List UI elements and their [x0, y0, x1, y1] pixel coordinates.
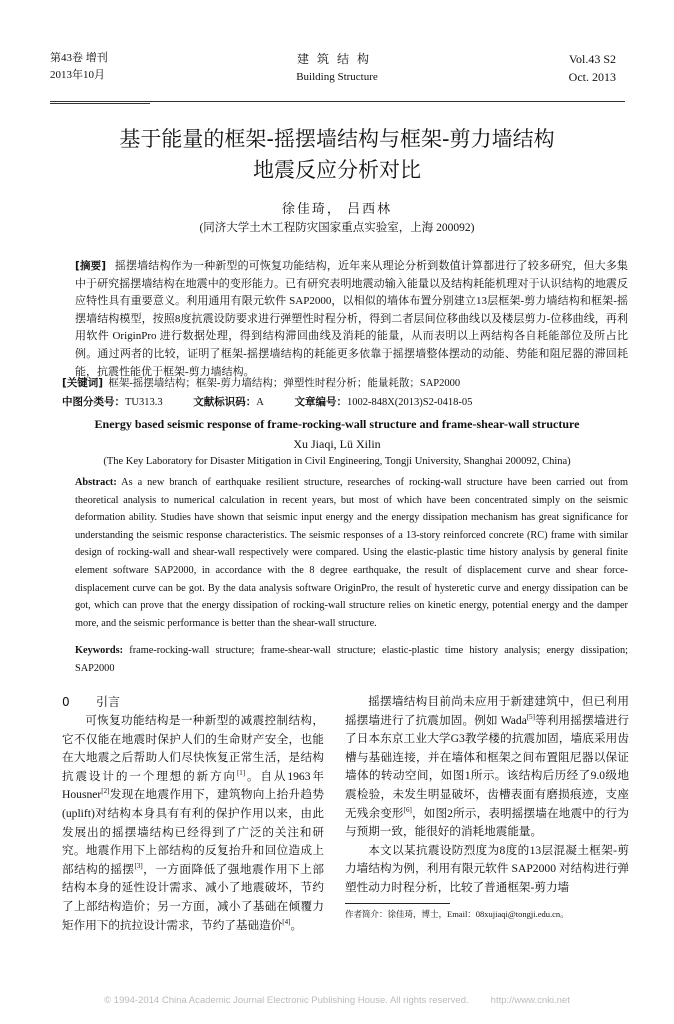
- article-no-label: 文章编号：: [294, 396, 347, 408]
- footer-url[interactable]: http://www.cnki.net: [490, 995, 570, 1006]
- text: 可恢复功能结构是一种新型的减震控制结构，它不仅能在地震时保护人们的生命财产安全，也能在大地震之后帮助人们尽快恢复正常生活，是结构抗震设计的一个理想的新方向: [62, 714, 324, 783]
- body-column-left: [62, 712, 324, 935]
- copyright-text: © 1994-2014 China Academic Journal Electronic Publishing House. All rights reserved.: [104, 995, 469, 1006]
- doc-code-label: 文献标识码：: [193, 396, 257, 408]
- abstract-cn-text: 摇摆墙结构作为一种新型的可恢复功能结构，近年来从理论分析到数值计算都进行了较多研究，但大多集中于研究摇摆墙结构在地震中的变形能力。已有研究表明地震动输入能量以及结构耗能机理对于认识结构的地震反应特性具有重要意义。利用通用有限元软件 SAP2000，以相似的墙体布置分别建立13层框架-剪力墙结构和框架-摇摆墙结构模型，按照8度抗震设防要求进行弹塑性时程分析，得到二者层间位移曲线以及楼层剪力-位移曲线，再利用软件 OriginPro 进行数据处理，得到结构滞回曲线及消耗的能量，从而表明以上两结构各自耗能部位及所占比例。通过两者的比较，证明了框架-摇摆墙结构的耗能更多依靠于摇摆墙整体摆动的动能、势能和阻尼器的滞回耗能，抗震性能优于框架-剪力墙结构。: [75, 260, 628, 378]
- paragraph: [62, 712, 324, 935]
- copyright-footer: [0, 995, 674, 1006]
- abstract-en-text: As a new branch of earthquake resilient structure, researches of rocking-wall structure have been carried out from theoretical analysis to numerical calculation in recent years, but most of which have been concentrated simply on the seismic deformation ability. Studies have shown that seismic input energy and the energy dissipation mechanism has great significance for understanding the seismic response characteristics. The seismic responses of a 13-story reinforced concrete (RC) frame with similar design of rocking-wall and shear-wall respectively were compared. Using the elastic-plastic time history analysis by general finite element software SAP2000, in accordance with the 8 degree earthquake, the result of displacement curve and shear force-displacement curve can be got. By the data analysis software OriginPro, the result of hysteretic curve and energy dissipation can be got, which can prove that the energy dissipation of rocking-wall structure relies on kinetic energy, potential energy and the damper more, and the seismic performance is better than the shear-wall structure.: [75, 477, 628, 629]
- keywords-cn-label: [关键词]: [62, 377, 104, 389]
- clc-label: 中图分类号：: [62, 396, 125, 408]
- citation: [2]: [101, 787, 110, 796]
- keywords-en: [75, 642, 628, 677]
- abstract-cn: [75, 258, 628, 381]
- affiliation-cn: (同济大学土木工程防灾国家重点实验室，上海 200092): [199, 222, 475, 234]
- title-line-2: 地震反应分析对比: [253, 158, 421, 182]
- citation: [4]: [282, 917, 291, 926]
- keywords-cn-text: 框架-摇摆墙结构；框架-剪力墙结构；弹塑性时程分析；能量耗散；SAP2000: [108, 378, 461, 389]
- journal-name-en: Building Structure: [296, 71, 378, 83]
- header-rule: [50, 101, 625, 102]
- authors-en: Xu Jiaqi, Lü Xilin: [293, 437, 381, 451]
- text: 等利用摇摆墙进行了日本东京工业大学G3教学楼的抗震加固，墙底采用齿槽与基础连接，并在墙体和框架之间布置阻尼器以保证墙体的转动空间，如图1所示。该结构后历经了9.0级地震检验，未发生明显破坏，齿槽表面有磨损痕迹，支座无残余变形: [345, 713, 629, 820]
- paragraph: 本文以某抗震设防烈度为8度的13层混凝土框架-剪力墙结构为例，利用有限元软件 SAP2000 对结构进行弹塑性动力时程分析，比较了普通框架-剪力墙: [345, 843, 629, 894]
- text: ，如图2所示，表明摇摆墙在地震中的行为与预期一致，能很好的消耗地震能量。: [345, 806, 629, 839]
- author-footnote: 作者简介：徐佳琦，博士，Email：08xujiaqi@tongji.edu.cn。: [345, 909, 569, 919]
- keywords-en-label: Keywords:: [75, 645, 124, 656]
- paragraph: [345, 693, 629, 842]
- abstract-en-label: Abstract:: [75, 477, 117, 488]
- title-line-1: 基于能量的框架-摇摆墙结构与框架-剪力墙结构: [119, 127, 555, 151]
- keywords-and-classification: [62, 374, 632, 412]
- footnote-rule: [345, 903, 450, 904]
- article-no-value: 1002-848X(2013)S2-0418-05: [346, 397, 473, 408]
- abstract-en: [75, 474, 628, 632]
- text: 。: [290, 918, 303, 932]
- section-title: 引言: [96, 695, 121, 709]
- authors-cn: 徐佳琦， 吕西林: [281, 201, 393, 216]
- journal-volume-info: [569, 50, 616, 86]
- citation: [1]: [236, 768, 246, 777]
- text: 发现在地震作用下，建筑物向上抬升趋势(uplift)对结构本身具有有利的保护作用以来，由此发展出的摇摆墙结构已经得到了广泛的关注和研究。地震作用下上部结构的反复抬升和回位造成上部结构的摇摆: [62, 788, 324, 876]
- doc-code-value: A: [256, 397, 264, 408]
- affiliation-en: (The Key Laboratory for Disaster Mitigation in Civil Engineering, Tongji University, Shanghai 200092, China): [103, 456, 571, 467]
- journal-name-cn: 建筑结构: [296, 52, 377, 66]
- body-column-right: [345, 693, 629, 898]
- citation: [3]: [134, 861, 143, 870]
- citation: [5]: [526, 712, 536, 721]
- section-number: 0: [62, 695, 70, 709]
- volume-cn: 第43卷 增刊: [50, 52, 108, 64]
- paper-title-en: Energy based seismic response of frame-rocking-wall structure and frame-shear-wall structure: [94, 417, 580, 431]
- paper-title: [0, 124, 674, 186]
- volume-en: Vol.43 S2: [568, 52, 616, 66]
- abstract-cn-label: [摘要]: [75, 260, 107, 272]
- text: 摇摆墙结构目前尚未应用于新建建筑中，但已利用摇摆墙进行了抗震加固。例如 Wada: [345, 695, 629, 727]
- citation: [6]: [403, 805, 412, 814]
- keywords-en-text: frame-rocking-wall structure; frame-shear-wall structure; elastic-plastic time history analysis; energy dissipation; SAP2000: [75, 645, 628, 674]
- clc-value: TU313.3: [125, 397, 163, 408]
- section-heading-introduction: [62, 693, 120, 710]
- date-en: Oct. 2013: [568, 70, 616, 84]
- date-cn: 2013年10月: [50, 69, 105, 81]
- text: ，一方面降低了强地震作用下上部结构本身的延性设计需求、减小了地震破坏，节约了上部结构造价；另一方面，减小了基础在倾覆力矩作用下的抗拉设计需求，节约了基础造价: [62, 862, 324, 932]
- text: 。自从1963年 Housner: [62, 769, 324, 802]
- header-rule-accent: [50, 103, 150, 104]
